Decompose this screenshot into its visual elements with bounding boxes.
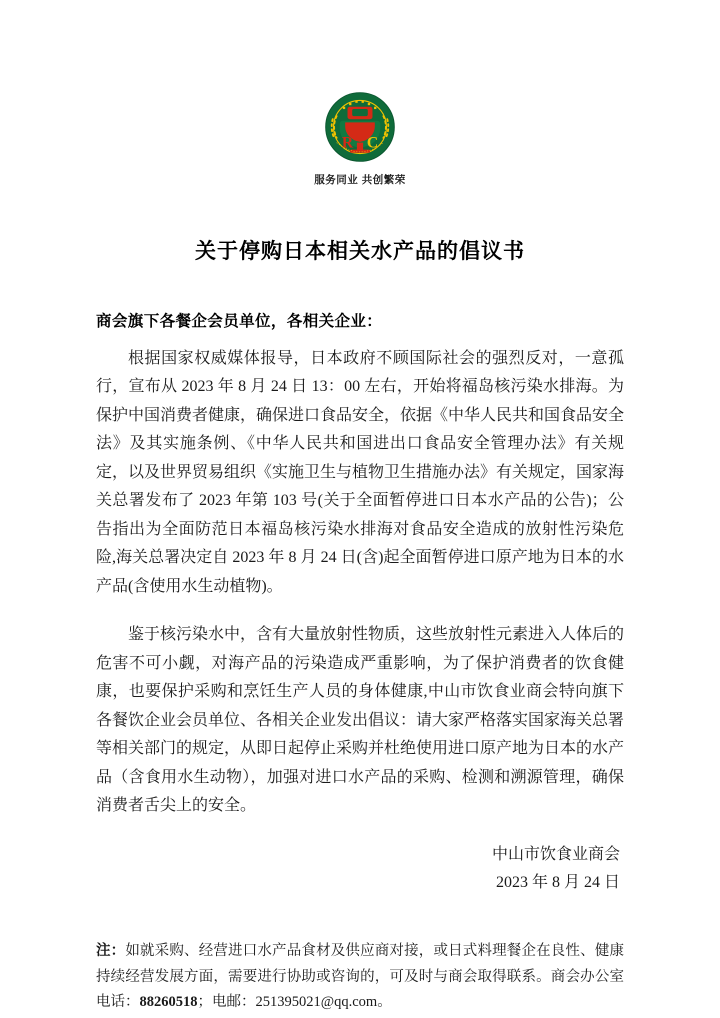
signature-date: 2023 年 8 月 24 日 (495, 873, 620, 891)
signature-block (96, 841, 624, 898)
logo-tagline: 服务同业 共创繁荣 (314, 174, 406, 186)
svg-text:C: C (366, 134, 379, 152)
page-title: 关于停购日本相关水产品的倡议书 (195, 240, 525, 263)
footnote-block (96, 939, 624, 1015)
masthead (96, 0, 624, 187)
footnote-label: 注： (96, 943, 126, 960)
svg-text:R: R (341, 134, 354, 152)
footnote-email: 251395021@qq.com (255, 994, 378, 1011)
footnote-text: 如就采购、经营进口水产品食材及供应商对接，或日式料理餐企在良性、健康持续经营发展方面，需要进行协助或咨询的，可及时与商会取得联系。商会办公室电话： (96, 943, 624, 1011)
footnote-end-mark: 。 (377, 994, 392, 1011)
body-paragraph: 鉴于核污染水中，含有大量放射性物质，这些放射性元素进入人体后的危害不可小觑，对海产品的污染造成严重影响，为了保护消费者的饮食健康，也要保护采购和烹饪生产人员的身体健康,中山市饮食业商会特向旗下各餐饮企业会员单位、各相关企业发出倡议：请大家严格落实国家海关总署等相关部门的规定，从即日起停止采购并杜绝使用进口原产地为日本的水产品（含食用水生动物），加强对进口水产品的采购、检测和溯源管理，确保消费者舌尖上的安全。 (96, 626, 625, 815)
signature-organization: 中山市饮食业商会 (491, 845, 620, 863)
association-emblem-logo (312, 88, 408, 166)
document-body (96, 331, 624, 821)
footnote-email-label: 电邮： (212, 994, 256, 1011)
footnote-phone: 88260518 (139, 994, 198, 1011)
body-paragraph: 根据国家权威媒体报导，日本政府不顾国际社会的强烈反对，一意孤行，宣布从 2023 年 8 月 24 日 13：00 左右，开始将福岛核污染水排海。为保护中国消费者健康，确保进口食品安全，依据《中华人民共和国食品安全法》及其实施条例、《中华人民共和国进出口食品安全管理办法》有关规定，以及世界贸易组织《实施卫生与植物卫生措施办法》有关规定，国家海关总署发布了 2023 年第 103 号(关于全面暂停进口日本水产品的公告)；公告指出为全面防范日本福岛核污染水排海对食品安全造成的放射性污染危险,海关总署决定自 2023 年 8 月 24 日(含)起全面暂停进口原产地为日本的水产品(含使用水生动植物)。 (96, 350, 625, 595)
footnote-separator: ； (197, 994, 212, 1011)
salutation: 商会旗下各餐企会员单位，各相关企业： (96, 313, 383, 330)
